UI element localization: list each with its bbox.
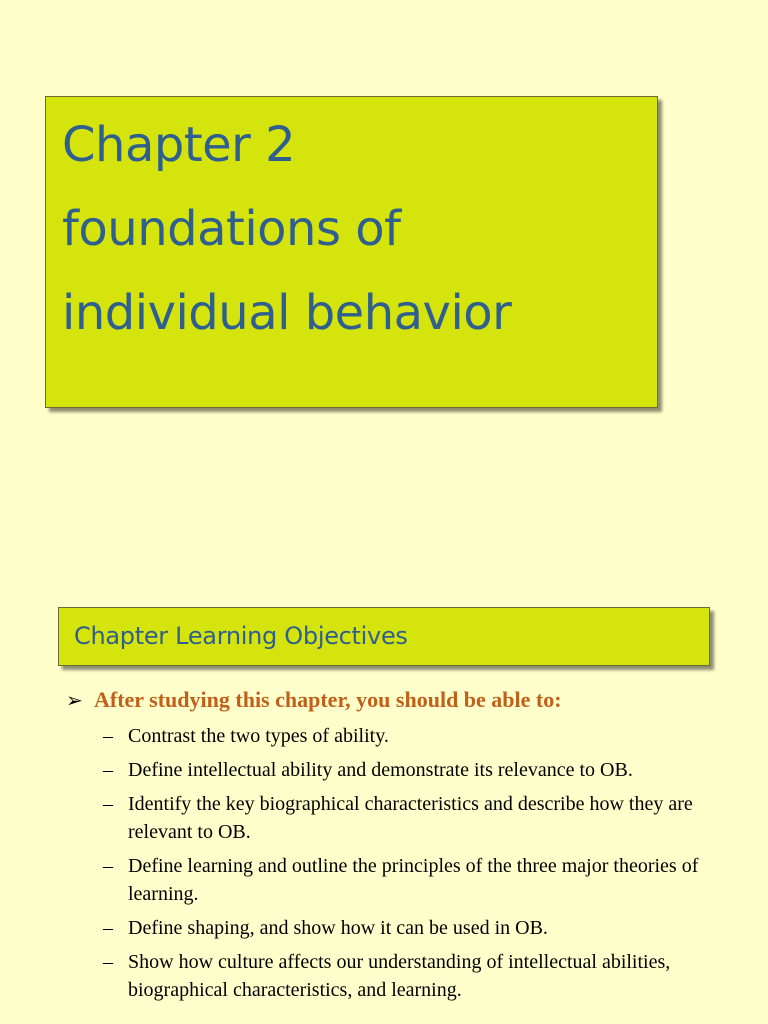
chapter-title-line: Chapter 2 [62,117,296,173]
dash-bullet: – [103,855,113,877]
list-item-text: Show how culture affects our understanding of intellectual abilities, biographical characteristics, and learning. [128,951,671,1001]
list-item-text: Define learning and outline the principles of the three major theories of learning. [128,855,699,905]
list-item [103,948,723,1004]
lead-bullet [66,686,562,714]
dash-bullet: – [103,759,113,781]
chapter-title [62,103,511,355]
list-item-text: Define shaping, and show how it can be used in OB. [128,917,548,939]
objectives-heading-box [58,607,710,666]
dash-bullet: – [103,951,113,973]
list-item-text: Define intellectual ability and demonstrate its relevance to OB. [128,759,633,781]
list-item [103,790,723,846]
list-item [103,914,723,942]
dash-bullet: – [103,793,113,815]
list-item [103,756,723,784]
lead-text: After studying this chapter, you should be able to: [94,687,562,712]
arrow-bullet-icon: ➢ [66,688,83,712]
dash-bullet: – [103,917,113,939]
list-item [103,722,723,750]
list-item-text: Identify the key biographical characteristics and describe how they are relevant to OB. [128,793,693,843]
dash-bullet: – [103,725,113,747]
chapter-title-line: individual behavior [62,285,512,341]
title-box [45,96,658,408]
objectives-heading: Chapter Learning Objectives [74,622,408,650]
chapter-title-line: foundations of [62,201,401,257]
list-item [103,852,723,908]
list-item-text: Contrast the two types of ability. [128,725,389,747]
objectives-list [103,722,723,1010]
